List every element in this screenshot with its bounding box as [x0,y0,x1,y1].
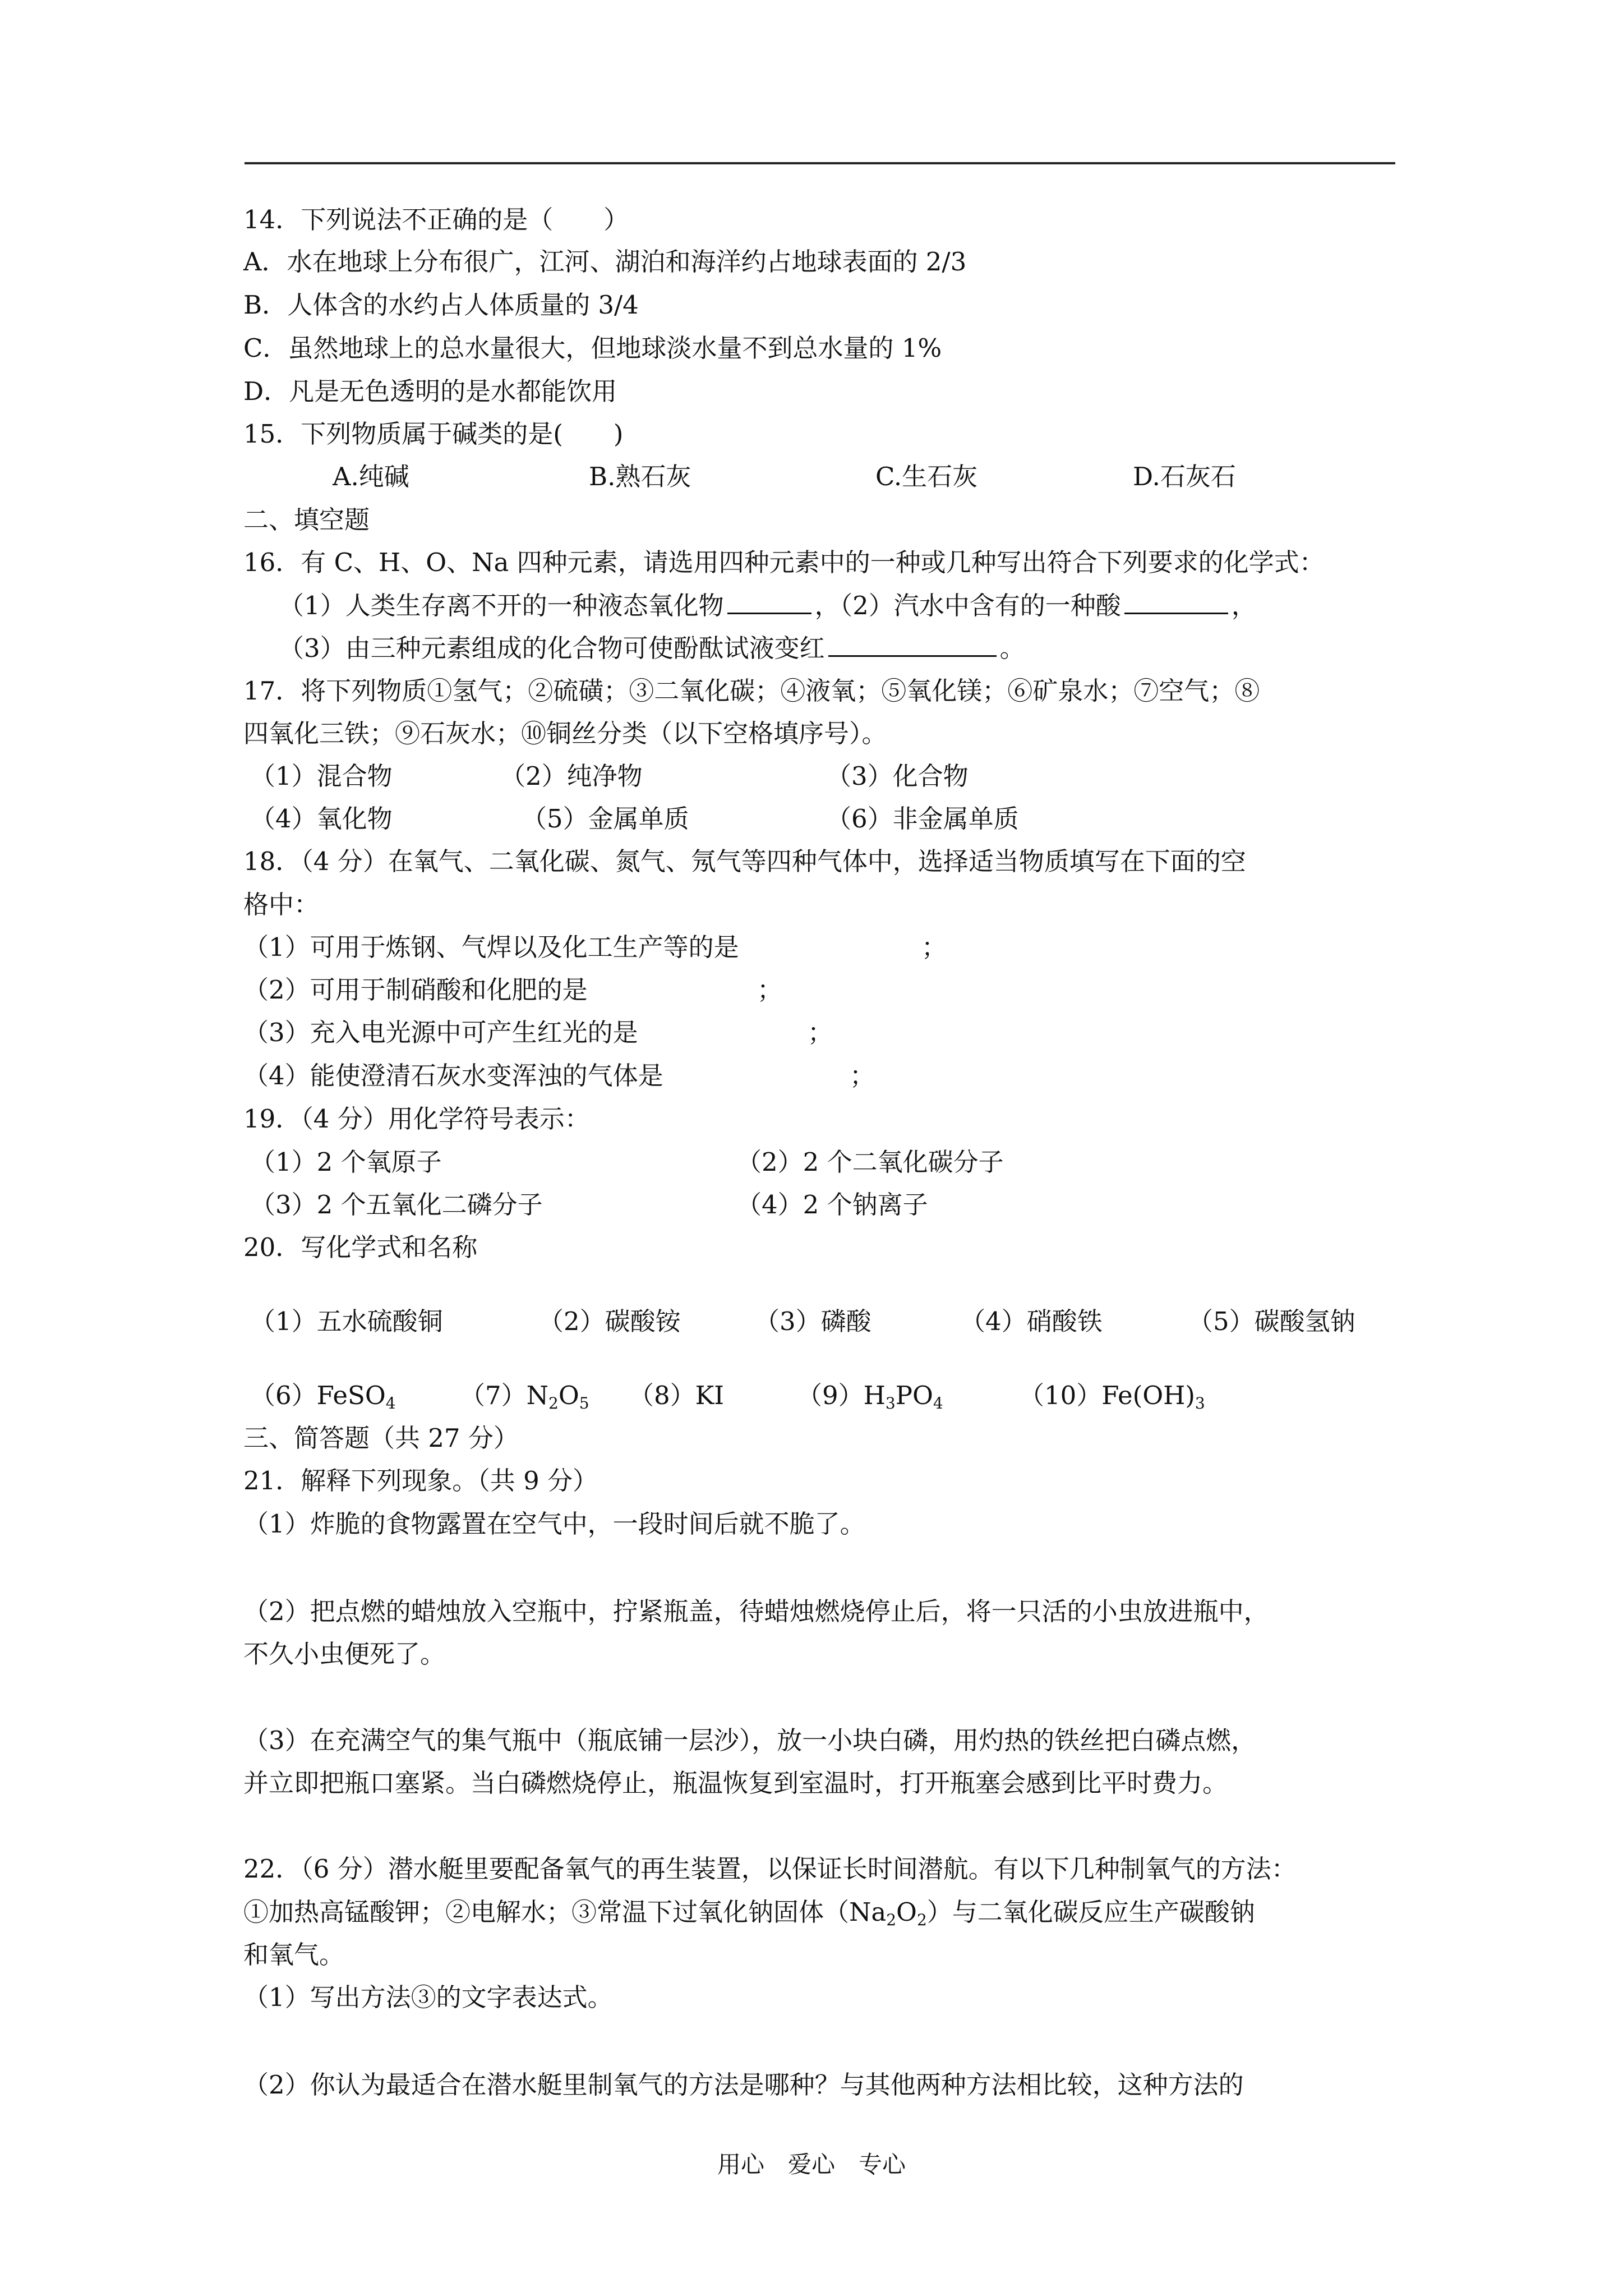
q14-stem: 14．下列说法不正确的是（ ） [243,205,629,234]
header-rule [245,162,1395,164]
section-title-short-answer: 三、简答题（共 27 分） [243,1423,519,1453]
q16-line1 [279,592,1257,618]
q20-name-4: （4）硝酸铁 [960,1306,1103,1336]
q15-option-a: A.纯碱 [333,462,409,491]
q20-name-5: （5）碳酸氢钠 [1188,1306,1355,1336]
q15-option-d: D.石灰石 [1133,462,1236,491]
section-title-fill-in: 二、填空题 [243,505,370,535]
answer-blank[interactable] [828,635,997,657]
q14-option-a: A．水在地球上分布很广，江河、湖泊和海洋约占地球表面的 2/3 [243,247,967,277]
q15-stem: 15．下列物质属于碱类的是( ) [243,419,624,449]
q20-formula-6: （6）FeSO$_4$ [250,1381,396,1412]
q18-item-3: （3）充入电光源中可产生红光的是 [243,1018,638,1047]
q22-line2: ①加热高锰酸钾；②电解水；③常温下过氧化钠固体$(Na_2O_2)$与二氧化碳反应生产碳酸钠 [243,1897,1255,1929]
q21-stem: 21．解释下列现象。（共 9 分） [243,1466,598,1496]
q21-part-3-line2: 并立即把瓶口塞紧。当白磷燃烧停止，瓶温恢复到室温时，打开瓶塞会感到比平时费力。 [243,1768,1228,1798]
q22-line3: 和氧气。 [243,1940,345,1970]
q16-part1: （1）人类生存离不开的一种液态氧化物 [279,591,724,620]
q16-line2 [279,635,1025,661]
q14-option-c: C．虽然地球上的总水量很大，但地球淡水量不到总水量的 1% [243,333,942,363]
q20-stem: 20．写化学式和名称 [243,1232,478,1262]
q20-name-2: （2）碳酸铵 [538,1306,681,1336]
q20-formula-10: $(10)Fe(OH)_3$ [1019,1381,1205,1412]
q17-item-1: （1）混合物 [250,761,393,791]
q19-stem: 19．（4 分）用化学符号表示： [243,1104,590,1134]
q16-part2: ，（2）汽水中含有的一种酸 [814,591,1121,620]
q14-option-d: D．凡是无色透明的是水都能饮用 [243,376,617,406]
q18-semicolon-2: ； [757,975,783,1005]
page-footer: 用心 爱心 专心 [717,2151,906,2178]
q21-part-3-line1: （3）在充满空气的集气瓶中（瓶底铺一层沙），放一小块白磷，用灼热的铁丝把白磷点燃， [243,1726,1257,1755]
q19-item-1: （1）2 个氧原子 [250,1147,442,1177]
q19-item-3: （3）2 个五氧化二磷分子 [250,1190,543,1220]
q22-line1: 22．（6 分）潜水艇里要配备氧气的再生装置，以保证长时间潜航。有以下几种制氧气的方法： [243,1854,1297,1884]
q20-formula-8: （8）KI [629,1381,725,1410]
q15-option-c: C.生石灰 [875,462,978,491]
q21-part-2-line1: （2）把点燃的蜡烛放入空瓶中，拧紧瓶盖，待蜡烛燃烧停止后，将一只活的小虫放进瓶中， [243,1596,1269,1626]
q20-formula-9: $(9)H_3PO_4$ [797,1381,943,1412]
q15-option-b: B.熟石灰 [589,462,691,491]
q18-semicolon-3: ； [808,1018,833,1047]
q20-formula-7: $(7)N_2O_5$ [460,1381,589,1412]
q21-part-1: （1）炸脆的食物露置在空气中，一段时间后就不脆了。 [243,1509,865,1539]
q19-item-4: （4）2 个钠离子 [736,1190,928,1220]
q18-line1: 18．（4 分）在氧气、二氧化碳、氮气、氖气等四种气体中，选择适当物质填写在下面的空 [243,846,1246,876]
q16-part2-end: ， [1231,591,1257,620]
q16-stem: 16．有 C、H、O、Na 四种元素，请选用四种元素中的一种或几种写出符合下列要求的化学式： [243,547,1325,577]
q18-item-4: （4）能使澄清石灰水变浑浊的气体是 [243,1061,663,1091]
q17-item-6: （6）非金属单质 [826,804,1019,834]
q19-item-2: （2）2 个二氧化碳分子 [736,1147,1004,1177]
q20-name-3: （3）磷酸 [754,1306,872,1336]
q18-item-2: （2）可用于制硝酸和化肥的是 [243,975,588,1005]
q17-item-3: （3）化合物 [826,761,969,791]
q20-name-1: （1）五水硫酸铜 [250,1306,443,1336]
answer-blank[interactable] [727,592,811,614]
q17-item-5: （5）金属单质 [522,804,689,834]
q18-line2: 格中： [243,890,320,919]
q17-item-2: （2）纯净物 [500,761,643,791]
q16-part3: （3）由三种元素组成的化合物可使酚酞试液变红 [279,633,825,663]
q18-semicolon-1: ； [921,932,947,962]
q18-semicolon-4: ； [850,1061,875,1091]
q22-part-2: （2）你认为最适合在潜水艇里制氧气的方法是哪种？与其他两种方法相比较，这种方法的 [243,2070,1244,2100]
q14-option-b: B．人体含的水约占人体质量的 3/4 [243,290,639,320]
q16-part3-end: 。 [999,633,1025,663]
q18-item-1: （1）可用于炼钢、气焊以及化工生产等的是 [243,932,739,962]
q21-part-2-line2: 不久小虫便死了。 [243,1639,446,1669]
q22-part-1: （1）写出方法③的文字表达式。 [243,1982,613,2012]
q17-item-4: （4）氧化物 [250,804,393,834]
answer-blank[interactable] [1124,592,1228,614]
q17-line2: 四氧化三铁；⑨石灰水；⑩铜丝分类（以下空格填序号）。 [243,719,887,748]
q17-line1: 17．将下列物质①氢气；②硫磺；③二氧化碳；④液氧；⑤氧化镁；⑥矿泉水；⑦空气；⑧ [243,676,1260,706]
